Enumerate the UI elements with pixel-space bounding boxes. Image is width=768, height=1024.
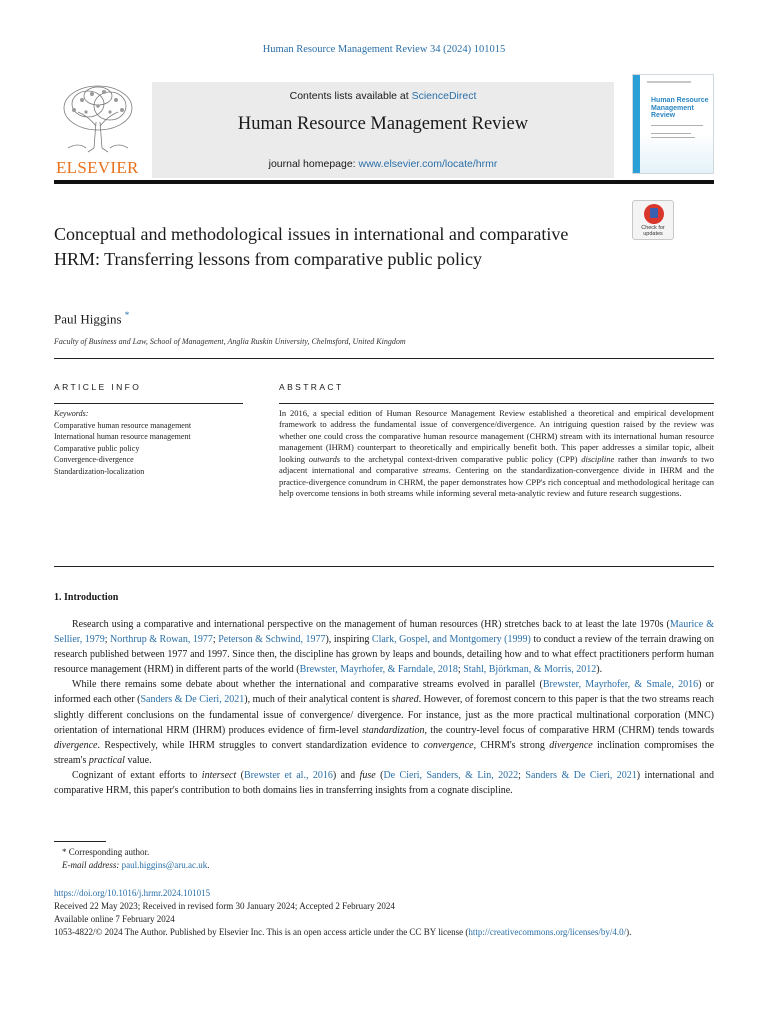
homepage-prefix: journal homepage: bbox=[268, 158, 359, 170]
corresponding-author-mark[interactable]: * bbox=[124, 310, 130, 320]
text-segment: , CHRM's strong bbox=[473, 739, 550, 751]
abstract-segment: to two adjacent international and comparative bbox=[279, 453, 714, 476]
cover-line bbox=[651, 133, 691, 134]
citation-link[interactable]: Brewster, Mayrhofer, & Smale, 2016 bbox=[542, 679, 699, 691]
license-text: 1053-4822/© 2024 The Author. Published by Elsevier Inc. This is an open access article under the CC BY license ( bbox=[54, 927, 469, 937]
paragraph bbox=[54, 768, 714, 798]
journal-title: Human Resource Management Review bbox=[237, 114, 529, 134]
author-line bbox=[54, 310, 129, 327]
abstract-emphasis: inwards bbox=[660, 453, 688, 464]
text-segment: ) international and comparative HRM, this paper's contribution to both domains lies in transferring insights from a cognate discipline. bbox=[54, 769, 714, 797]
text-segment: ). bbox=[596, 664, 603, 676]
citation-link[interactable]: Brewster, Mayrhofer, & Farndale, 2018 bbox=[299, 664, 458, 676]
available-online: Available online 7 February 2024 bbox=[54, 914, 175, 924]
abstract-segment: . Centering on the standardization-convergence divide in IHRM and the practice-divergence conundrum in CHRM, the paper demonstrates how CPP's rich conceptual and methodological heritage can help overcome tensions in both streams while informing several meta-analytic review and future research suggestions. bbox=[279, 465, 714, 499]
abstract-segment: rather than bbox=[614, 453, 661, 464]
abstract-segment: to the archetypal context-driven comparative public policy (CPP) bbox=[340, 453, 582, 464]
abstract-segment: In 2016, a special edition of Human Resource Management Review established a theoretical and empirical development framework to address the fundamental issue of convergence/divergence. An intriguing question raised by the review was whether one could cross the comparative human resource management (CHRM) stream with its international human resource management (IHRM) counterpart to theoretically and empirically benefit both. This paper addresses a similar topic, albeit looking bbox=[279, 408, 714, 464]
text-segment: to conduct a review of the terrain drawing on research published between 1977 and 1997. Since then, the discipline has grown by leaps and bounds, detailing how and to what effect practitioners perform human resource management (HRM) in different parts of the world ( bbox=[54, 634, 715, 676]
text-segment: ) or informed each other ( bbox=[54, 679, 714, 706]
emphasis: shared bbox=[391, 694, 419, 706]
emphasis: convergence bbox=[423, 739, 474, 751]
citation-link[interactable]: Sanders & De Cieri, 2021 bbox=[525, 769, 637, 781]
check-for-updates-badge[interactable] bbox=[632, 200, 674, 240]
email-link[interactable]: paul.higgins@aru.ac.uk bbox=[121, 860, 208, 870]
divider bbox=[54, 358, 714, 359]
keywords-label: Keywords: bbox=[54, 409, 89, 418]
check-updates-icon bbox=[644, 204, 664, 224]
citation-link[interactable]: De Cieri, Sanders, & Lin, 2022 bbox=[383, 769, 519, 781]
email-end: . bbox=[207, 860, 210, 870]
text-segment: Cognizant of extant efforts to bbox=[72, 769, 202, 781]
cover-band bbox=[633, 75, 640, 173]
email-line bbox=[62, 859, 209, 872]
emphasis: practical bbox=[88, 754, 125, 766]
emphasis: divergence bbox=[549, 739, 593, 751]
email-label: E-mail address: bbox=[62, 860, 120, 870]
license-end: ). bbox=[626, 927, 632, 937]
text-segment: ) and bbox=[332, 769, 360, 781]
footnote-mark: * bbox=[62, 847, 67, 857]
text-segment: ; bbox=[457, 664, 464, 676]
text-segment: ( bbox=[375, 769, 384, 781]
text-segment: . However, of foremost concern to this paper is that the two streams reach slightly different conclusions on the fundamental issue of convergence/ divergence. For instance, just as the more practical multinational corporation (MNC) orientation of international HRM (IHRM) produces evidence of firm-level bbox=[54, 694, 714, 736]
contents-prefix: Contents lists available at bbox=[289, 90, 412, 102]
cover-line bbox=[651, 137, 695, 138]
emphasis: fuse bbox=[359, 769, 376, 781]
text-segment: ( bbox=[236, 769, 245, 781]
text-segment: Research using a comparative and international perspective on the management of human resources (HR) stretches back to at least the late 1970s ( bbox=[72, 619, 670, 630]
cover-title: Human Resource Management Review bbox=[651, 97, 709, 119]
author-name[interactable]: Paul Higgins bbox=[54, 311, 122, 327]
citation-link[interactable]: Peterson & Schwind, 1977 bbox=[218, 634, 326, 646]
keyword-item: Comparative public policy bbox=[54, 443, 140, 453]
text-segment: ; bbox=[212, 634, 219, 646]
homepage-line bbox=[152, 158, 614, 170]
footnote-rule bbox=[54, 841, 106, 842]
license-statement bbox=[54, 926, 714, 939]
text-segment: ; bbox=[104, 634, 111, 646]
abstract-emphasis: discipline bbox=[581, 453, 615, 464]
paragraph bbox=[54, 677, 714, 768]
paragraph bbox=[54, 617, 714, 677]
affiliation: Faculty of Business and Law, School of Management, Anglia Ruskin University, Chelmsford, United Kingdom bbox=[54, 337, 406, 346]
sciencedirect-link[interactable]: ScienceDirect bbox=[411, 90, 477, 102]
homepage-link[interactable]: www.elsevier.com/locate/hrmr bbox=[358, 158, 498, 170]
citation-link[interactable]: Clark, Gospel, and Montgomery (1999) bbox=[371, 634, 531, 646]
keyword-item: Standardization-localization bbox=[54, 466, 145, 476]
emphasis: standardization bbox=[362, 724, 425, 736]
corresponding-author-note bbox=[62, 846, 209, 859]
abstract-text bbox=[279, 408, 714, 500]
citation-link[interactable]: Northrup & Rowan, 1977 bbox=[110, 634, 213, 646]
text-segment: While there remains some debate about whether the international and comparative streams evolved in parallel ( bbox=[72, 679, 543, 691]
journal-reference[interactable]: Human Resource Management Review 34 (2024) 101015 bbox=[262, 44, 506, 55]
text-segment: . Respectively, while IHRM struggles to convert standardization evidence to bbox=[97, 739, 424, 751]
keywords-block bbox=[54, 408, 254, 477]
article-info-heading: ARTICLE INFO bbox=[54, 382, 142, 392]
publisher-name: ELSEVIER bbox=[56, 158, 139, 177]
abstract-rule bbox=[279, 403, 714, 404]
introduction-body bbox=[54, 617, 714, 798]
keyword-item: Convergence-divergence bbox=[54, 455, 134, 464]
citation-link[interactable]: Stahl, Björkman, & Morris, 2012 bbox=[463, 664, 597, 676]
citation-link[interactable]: Brewster et al., 2016 bbox=[244, 769, 333, 781]
elsevier-logo[interactable] bbox=[54, 78, 140, 178]
header-rule bbox=[54, 180, 714, 184]
text-segment: value. bbox=[124, 754, 152, 766]
article-title: Conceptual and methodological issues in international and comparative HRM: Transferring lessons from comparative public policy bbox=[54, 224, 569, 269]
abstract-emphasis: streams bbox=[422, 465, 449, 476]
elsevier-tree-icon bbox=[58, 82, 138, 154]
footnote-label: Corresponding author. bbox=[68, 847, 150, 857]
text-segment: ), much of their analytical content is bbox=[244, 694, 392, 706]
keyword-item: Comparative human resource management bbox=[54, 420, 192, 430]
footnote bbox=[62, 846, 209, 872]
introduction-heading: 1. Introduction bbox=[54, 592, 119, 603]
text-segment: ), inspiring bbox=[325, 634, 372, 646]
abstract-heading: ABSTRACT bbox=[279, 382, 344, 392]
article-metadata bbox=[54, 887, 714, 939]
text-segment: , the country-level focus of comparative HRM (CHRM) tends towards bbox=[424, 724, 714, 736]
citation-link[interactable]: Maurice & Sellier, 1979 bbox=[54, 619, 714, 646]
emphasis: divergence bbox=[54, 739, 98, 751]
cover-top-line bbox=[647, 81, 691, 83]
doi-link[interactable]: https://doi.org/10.1016/j.hrmr.2024.101015 bbox=[54, 888, 211, 898]
journal-cover-thumbnail[interactable] bbox=[632, 74, 714, 174]
text-segment: inclination compromises the stream's bbox=[54, 739, 715, 766]
citation-link[interactable]: Sanders & De Cieri, 2021 bbox=[140, 694, 245, 706]
received-dates: Received 22 May 2023; Received in revised form 30 January 2024; Accepted 2 February 2024 bbox=[54, 901, 395, 911]
divider bbox=[54, 566, 714, 567]
keyword-item: International human resource management bbox=[54, 432, 191, 441]
keywords-rule bbox=[54, 403, 243, 404]
journal-info-box bbox=[152, 82, 614, 178]
check-updates-label: Check for updates bbox=[641, 225, 665, 237]
emphasis: intersect bbox=[201, 769, 237, 781]
contents-line bbox=[152, 90, 614, 102]
cover-line bbox=[651, 125, 703, 126]
text-segment: ; bbox=[518, 769, 526, 781]
license-link[interactable]: http://creativecommons.org/licenses/by/4.0/ bbox=[468, 927, 627, 937]
abstract-emphasis: outwards bbox=[308, 453, 341, 464]
journal-header bbox=[54, 74, 714, 180]
